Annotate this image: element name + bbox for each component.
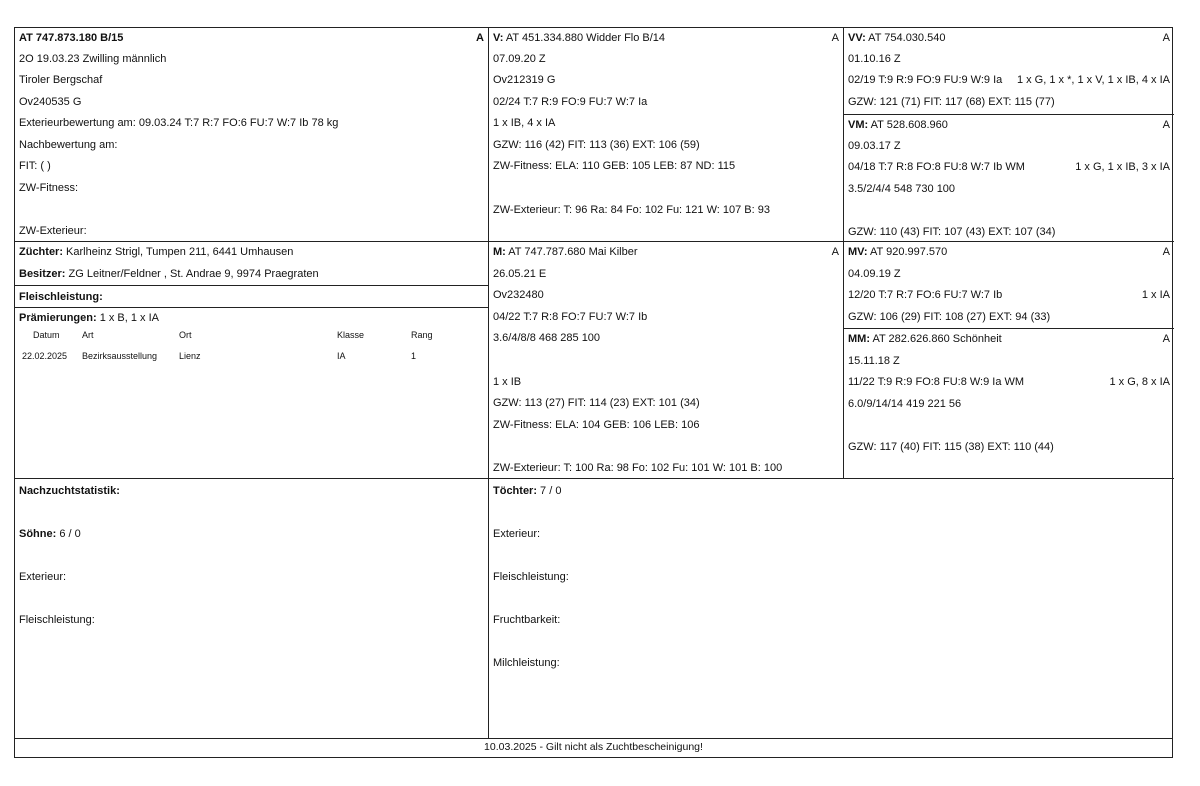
sire-sire-section [843, 28, 1174, 114]
sons-label: Söhne: [19, 528, 57, 540]
awards-value: 1 x B, 1 x IA [96, 312, 159, 324]
sire-zw-exterieur: ZW-Exterieur: T: 96 Ra: 84 Fo: 102 Fu: 121 W: 107 B: 93 [493, 204, 770, 216]
row-datum: 22.02.2025 [22, 351, 68, 361]
fleisch-row [15, 285, 488, 307]
offspring-stats-section [15, 478, 488, 739]
daughters-section [488, 478, 1174, 739]
mm-id-row [848, 330, 1170, 348]
sons-fleisch: Fleischleistung: [19, 614, 95, 626]
animal-fit: FIT: ( ) [19, 160, 51, 172]
mv-line: GZW: 106 (29) FIT: 108 (27) EXT: 94 (33) [848, 311, 1051, 323]
vm-line: 3.5/2/4/4 548 730 100 [848, 183, 956, 195]
row-klasse: IA [337, 351, 346, 361]
row-ort: Lienz [179, 351, 201, 361]
dam-line: GZW: 113 (27) FIT: 114 (23) EXT: 101 (34) [493, 397, 700, 409]
table-row [15, 351, 488, 367]
sons-row [19, 525, 484, 543]
vv-flag: A [1162, 32, 1170, 44]
vv-awards: 1 x G, 1 x *, 1 x V, 1 x IB, 4 x IA [1016, 74, 1170, 86]
offspring-stats-title: Nachzuchtstatistik: [19, 485, 120, 497]
mv-flag: A [1162, 246, 1170, 258]
dam-line: 1 x IB [493, 376, 522, 388]
vm-awards: 1 x G, 1 x IB, 3 x IA [1075, 161, 1170, 173]
vm-scores: 04/18 T:7 R:8 FO:8 FU:8 W:7 Ib WM [848, 161, 1025, 173]
vm-line: 09.03.17 Z [848, 140, 901, 152]
sire-line: ZW-Fitness: ELA: 110 GEB: 105 LEB: 87 ND: 115 [493, 160, 736, 172]
vv-line: GZW: 121 (71) FIT: 117 (68) EXT: 115 (77) [848, 96, 1055, 108]
breeder-row [19, 243, 484, 261]
dam-line: 3.6/4/8/8 468 285 100 [493, 332, 601, 344]
animal-id-row [19, 29, 484, 47]
sons-value: 6 / 0 [56, 528, 81, 540]
vm-line [848, 158, 1170, 176]
dam-flag: A [831, 246, 839, 258]
sire-label: V: [493, 32, 504, 44]
daughters-fleisch: Fleischleistung: [493, 571, 569, 583]
awards-row [19, 309, 484, 327]
vm-line: GZW: 110 (43) FIT: 107 (43) EXT: 107 (34) [848, 226, 1056, 238]
mm-label: MM: [848, 333, 870, 345]
mm-scores: 11/22 T:9 R:9 FO:8 FU:8 W:9 Ia WM [848, 376, 1025, 388]
mm-line: 15.11.18 Z [848, 355, 900, 367]
dam-line: 26.05.21 E [493, 268, 547, 280]
mm-line [848, 373, 1170, 391]
dam-dam-section [843, 328, 1174, 478]
animal-exterior: Exterieurbewertung am: 09.03.24 T:7 R:7 FO:6 FU:7 W:7 Ib 78 kg [19, 117, 339, 129]
sire-line: 02/24 T:7 R:9 FO:9 FU:7 W:7 Ia [493, 96, 648, 108]
vv-id-row [848, 29, 1170, 47]
breeder-value: Karlheinz Strigl, Tumpen 211, 6441 Umhausen [63, 246, 294, 258]
pedigree-document [14, 27, 1173, 758]
animal-zw-fitness: ZW-Fitness: [19, 182, 79, 194]
animal-code: Ov240535 G [19, 96, 82, 108]
sire-id-row [493, 29, 839, 47]
mv-id: AT 920.997.570 [867, 246, 948, 258]
mm-flag: A [1162, 333, 1170, 345]
dam-id-row [493, 243, 839, 261]
vv-id: AT 754.030.540 [865, 32, 946, 44]
mv-scores: 12/20 T:7 R:7 FO:6 FU:7 W:7 Ib [848, 289, 1003, 301]
sire-line: Ov212319 G [493, 74, 556, 86]
sons-exterieur: Exterieur: [19, 571, 67, 583]
animal-nachbewertung: Nachbewertung am: [19, 139, 118, 151]
vm-flag: A [1162, 119, 1170, 131]
row-rang: 1 [411, 351, 417, 361]
sire-section [488, 28, 843, 241]
dam-label: M: [493, 246, 506, 258]
dam-line: 04/22 T:7 R:8 FO:7 FU:7 W:7 Ib [493, 311, 648, 323]
animal-birth: 2O 19.03.23 Zwilling männlich [19, 53, 167, 65]
dam-id: AT 747.787.680 Mai Kilber [505, 246, 638, 258]
col-art: Art [82, 330, 94, 340]
vv-line: 01.10.16 Z [848, 53, 901, 65]
mm-id: AT 282.626.860 Schönheit [870, 333, 1002, 345]
mm-line: GZW: 117 (40) FIT: 115 (38) EXT: 110 (44) [848, 441, 1054, 453]
sire-line: 07.09.20 Z [493, 53, 546, 65]
footer-disclaimer: 10.03.2025 - Gilt nicht als Zuchtbescheinigung! [15, 738, 1172, 757]
mv-label: MV: [848, 246, 868, 258]
dam-zw-exterieur: ZW-Exterieur: T: 100 Ra: 98 Fo: 102 Fu: 101 W: 101 B: 100 [493, 462, 783, 474]
dam-line: ZW-Fitness: ELA: 104 GEB: 106 LEB: 106 [493, 419, 700, 431]
col-ort: Ort [179, 330, 192, 340]
sire-line: GZW: 116 (42) FIT: 113 (36) EXT: 106 (59) [493, 139, 700, 151]
awards-section [15, 307, 488, 479]
col-klasse: Klasse [337, 330, 365, 340]
awards-table-header [15, 330, 488, 346]
daughters-label: Töchter: [493, 485, 537, 497]
owner-row [19, 265, 484, 283]
dam-section [488, 241, 843, 478]
vm-id-row [848, 116, 1170, 134]
vm-id: AT 528.608.960 [868, 119, 948, 131]
dam-line: Ov232480 [493, 289, 544, 301]
owner-section [15, 241, 488, 478]
animal-id: AT 747.873.180 B/15 [19, 32, 124, 44]
mv-awards: 1 x IA [1141, 289, 1170, 301]
mv-line: 04.09.19 Z [848, 268, 901, 280]
vv-scores: 02/19 T:9 R:9 FO:9 FU:9 W:9 Ia [848, 74, 1003, 86]
daughters-milch: Milchleistung: [493, 657, 560, 669]
col-rang: Rang [411, 330, 433, 340]
daughters-row [493, 482, 1170, 500]
daughters-value: 7 / 0 [537, 485, 562, 497]
animal-zw-exterieur: ZW-Exterieur: [19, 225, 87, 237]
daughters-exterieur: Exterieur: [493, 528, 541, 540]
dam-sire-section [843, 241, 1174, 328]
breeder-label: Züchter: [19, 246, 63, 258]
awards-label: Prämierungen: [19, 312, 97, 324]
daughters-frucht: Fruchtbarkeit: [493, 614, 561, 626]
vm-label: VM: [848, 119, 869, 131]
owner-value: ZG Leitner/Feldner , St. Andrae 9, 9974 Praegraten [65, 268, 319, 280]
animal-breed: Tiroler Bergschaf [19, 74, 103, 86]
animal-section [15, 28, 488, 241]
sire-line: 1 x IB, 4 x IA [493, 117, 556, 129]
vv-line [848, 71, 1170, 89]
vv-label: VV: [848, 32, 866, 44]
sire-dam-section [843, 114, 1174, 241]
row-art: Bezirksausstellung [82, 351, 158, 361]
mv-id-row [848, 243, 1170, 261]
col-datum: Datum [33, 330, 60, 340]
sire-id: AT 451.334.880 Widder Flo B/14 [503, 32, 666, 44]
mm-awards: 1 x G, 8 x IA [1109, 376, 1170, 388]
animal-flag: A [476, 32, 484, 44]
fleisch-label: Fleischleistung: [19, 291, 103, 303]
mm-line: 6.0/9/14/14 419 221 56 [848, 398, 962, 410]
mv-line [848, 286, 1170, 304]
sire-flag: A [831, 32, 839, 44]
owner-label: Besitzer: [19, 268, 66, 280]
